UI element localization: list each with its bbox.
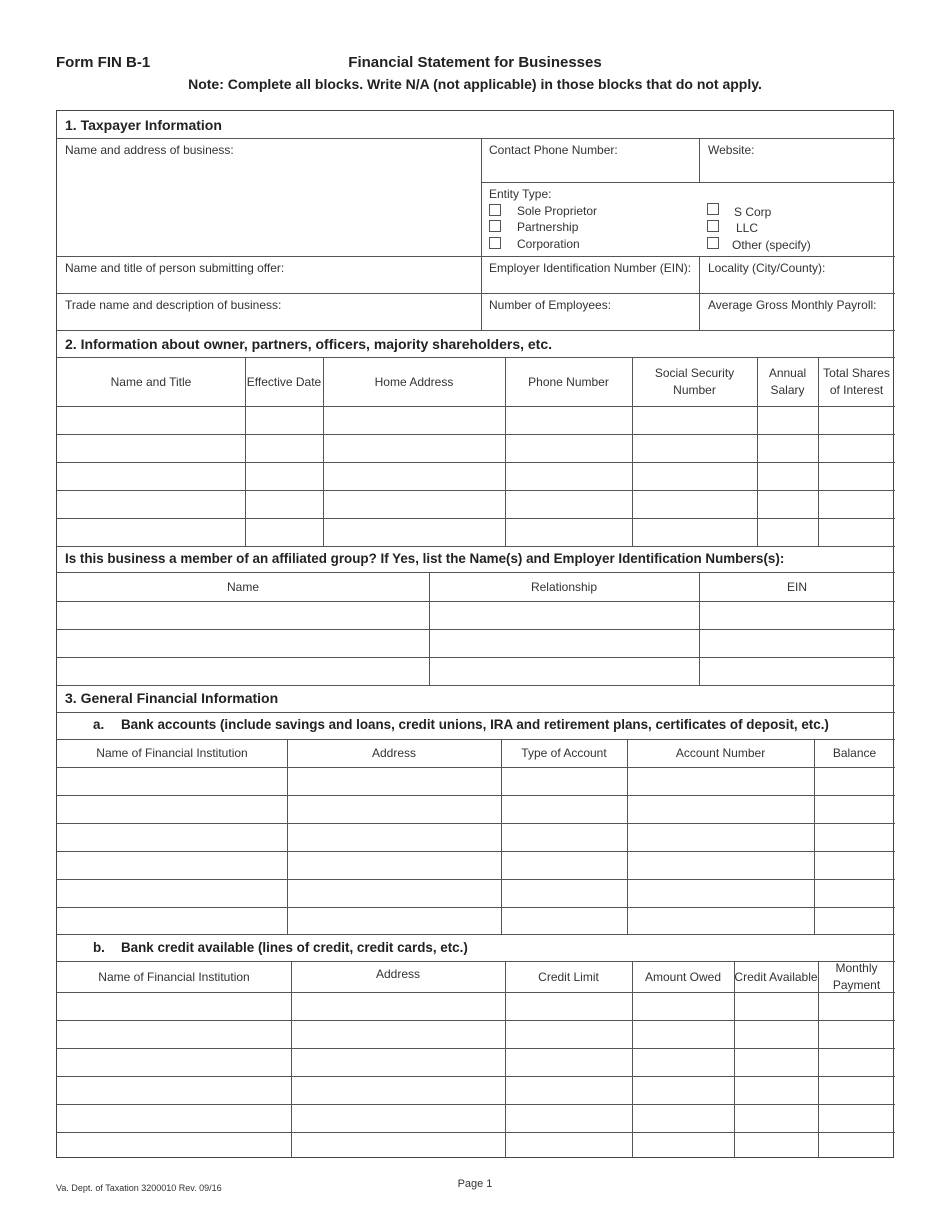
- contact-phone-label: Contact Phone Number:: [489, 143, 618, 157]
- col-header-effective-date: Effective Date: [246, 374, 322, 389]
- corporation-checkbox[interactable]: [489, 237, 501, 249]
- locality-field[interactable]: [700, 257, 894, 293]
- bank-credit-heading: Bank credit available (lines of credit, credit cards, etc.): [121, 940, 468, 955]
- bank-account-row-4[interactable]: [57, 852, 895, 879]
- partnership-checkbox[interactable]: [489, 220, 501, 232]
- s-corp-checkbox[interactable]: [707, 203, 719, 215]
- form-body: [56, 110, 894, 1158]
- owner-row-4[interactable]: [57, 491, 895, 518]
- col-header-balance: Balance: [832, 746, 877, 760]
- website-field[interactable]: [700, 139, 894, 182]
- owner-row-2[interactable]: [57, 435, 895, 462]
- affiliate-row-2[interactable]: [57, 630, 895, 657]
- bank-account-row-2[interactable]: [57, 796, 895, 823]
- col-header-phone-number: Phone Number: [528, 374, 609, 389]
- ein-label: Employer Identification Number (EIN):: [489, 261, 692, 275]
- credit-row-4[interactable]: [57, 1077, 895, 1104]
- col-header-credit-limit: Credit Limit: [538, 969, 599, 984]
- credit-row-2[interactable]: [57, 1021, 895, 1048]
- bank-accounts-marker: a.: [93, 717, 105, 732]
- business-name-address-label: Name and address of business:: [65, 143, 234, 157]
- owner-row-3[interactable]: [57, 463, 895, 490]
- footer-page-number: Page 1: [457, 1178, 493, 1190]
- s-corp-label: S Corp: [734, 205, 772, 219]
- col-header-credit-available: Credit Available: [734, 969, 818, 984]
- bank-account-row-5[interactable]: [57, 880, 895, 907]
- employees-field[interactable]: [482, 294, 698, 330]
- col-header-shares: Total Shares of Interest: [823, 366, 890, 397]
- submitter-label: Name and title of person submitting offer:: [65, 261, 285, 275]
- divider: [57, 330, 895, 331]
- col-header-affiliate-name: Name: [226, 579, 259, 594]
- col-header-bank-address: Address: [371, 746, 417, 760]
- credit-row-3[interactable]: [57, 1049, 895, 1076]
- contact-phone-field[interactable]: [482, 139, 698, 182]
- bank-credit-marker: b.: [93, 940, 105, 955]
- bank-account-row-1[interactable]: [57, 768, 895, 795]
- credit-row-5[interactable]: [57, 1105, 895, 1132]
- col-header-home-address: Home Address: [374, 374, 454, 389]
- llc-label: LLC: [736, 221, 759, 235]
- entity-type-label: Entity Type:: [489, 187, 552, 201]
- divider: [481, 182, 895, 183]
- bank-accounts-heading: Bank accounts (include savings and loans, credit unions, IRA and retirement plans, certificates of deposit, etc.): [121, 717, 829, 732]
- ein-field[interactable]: [482, 257, 698, 293]
- affiliate-row-3[interactable]: [57, 658, 895, 685]
- col-header-account-type: Type of Account: [521, 746, 607, 760]
- col-header-affiliate-ein: EIN: [786, 579, 807, 594]
- divider: [57, 546, 895, 547]
- submitter-field[interactable]: [57, 257, 481, 293]
- affiliate-row-1[interactable]: [57, 602, 895, 629]
- col-header-credit-institution: Name of Financial Institution: [98, 969, 250, 984]
- col-header-ssn: Social Security Number: [654, 366, 735, 397]
- col-header-credit-address: Address: [375, 966, 421, 981]
- section3-heading: 3. General Financial Information: [65, 690, 279, 706]
- col-header-annual-salary: Annual Salary: [768, 366, 807, 397]
- other-entity-checkbox[interactable]: [707, 237, 719, 249]
- partnership-label: Partnership: [517, 220, 579, 234]
- business-name-address-field[interactable]: [57, 139, 481, 256]
- payroll-label: Average Gross Monthly Payroll:: [708, 298, 877, 312]
- col-header-bank-institution: Name of Financial Institution: [96, 746, 248, 760]
- col-header-account-number: Account Number: [675, 746, 766, 760]
- divider: [57, 712, 895, 713]
- divider: [57, 934, 895, 935]
- sole-proprietor-label: Sole Proprietor: [517, 204, 598, 218]
- locality-label: Locality (City/County):: [708, 261, 826, 275]
- credit-row-6[interactable]: [57, 1133, 895, 1158]
- col-header-amount-owed: Amount Owed: [644, 969, 722, 984]
- col-header-name-title: Name and Title: [110, 374, 192, 389]
- credit-row-1[interactable]: [57, 993, 895, 1020]
- sole-proprietor-checkbox[interactable]: [489, 204, 501, 216]
- section1-heading: 1. Taxpayer Information: [65, 117, 222, 133]
- owner-row-5[interactable]: [57, 519, 895, 546]
- footer-dept: Va. Dept. of Taxation 3200010 Rev. 09/16: [56, 1183, 222, 1193]
- affiliated-heading: Is this business a member of an affiliated group? If Yes, list the Name(s) and Employer Identification Numbers(s):: [65, 551, 785, 566]
- bank-account-row-6[interactable]: [57, 908, 895, 934]
- llc-checkbox[interactable]: [707, 220, 719, 232]
- other-entity-label: Other (specify): [732, 238, 811, 252]
- trade-name-label: Trade name and description of business:: [65, 298, 282, 312]
- payroll-field[interactable]: [700, 294, 894, 330]
- form-title: Financial Statement for Businesses: [348, 54, 602, 71]
- bank-account-row-3[interactable]: [57, 824, 895, 851]
- col-header-monthly-payment: Monthly Payment: [832, 961, 881, 992]
- owner-row-1[interactable]: [57, 407, 895, 434]
- col-header-relationship: Relationship: [530, 579, 598, 594]
- section2-heading: 2. Information about owner, partners, officers, majority shareholders, etc.: [65, 336, 553, 352]
- corporation-label: Corporation: [517, 237, 580, 251]
- form-note: Note: Complete all blocks. Write N/A (not applicable) in those blocks that do not apply.: [188, 76, 762, 92]
- trade-name-field[interactable]: [57, 294, 481, 330]
- form-id: Form FIN B-1: [56, 54, 151, 71]
- employees-label: Number of Employees:: [489, 298, 612, 312]
- website-label: Website:: [708, 143, 755, 157]
- divider: [57, 685, 895, 686]
